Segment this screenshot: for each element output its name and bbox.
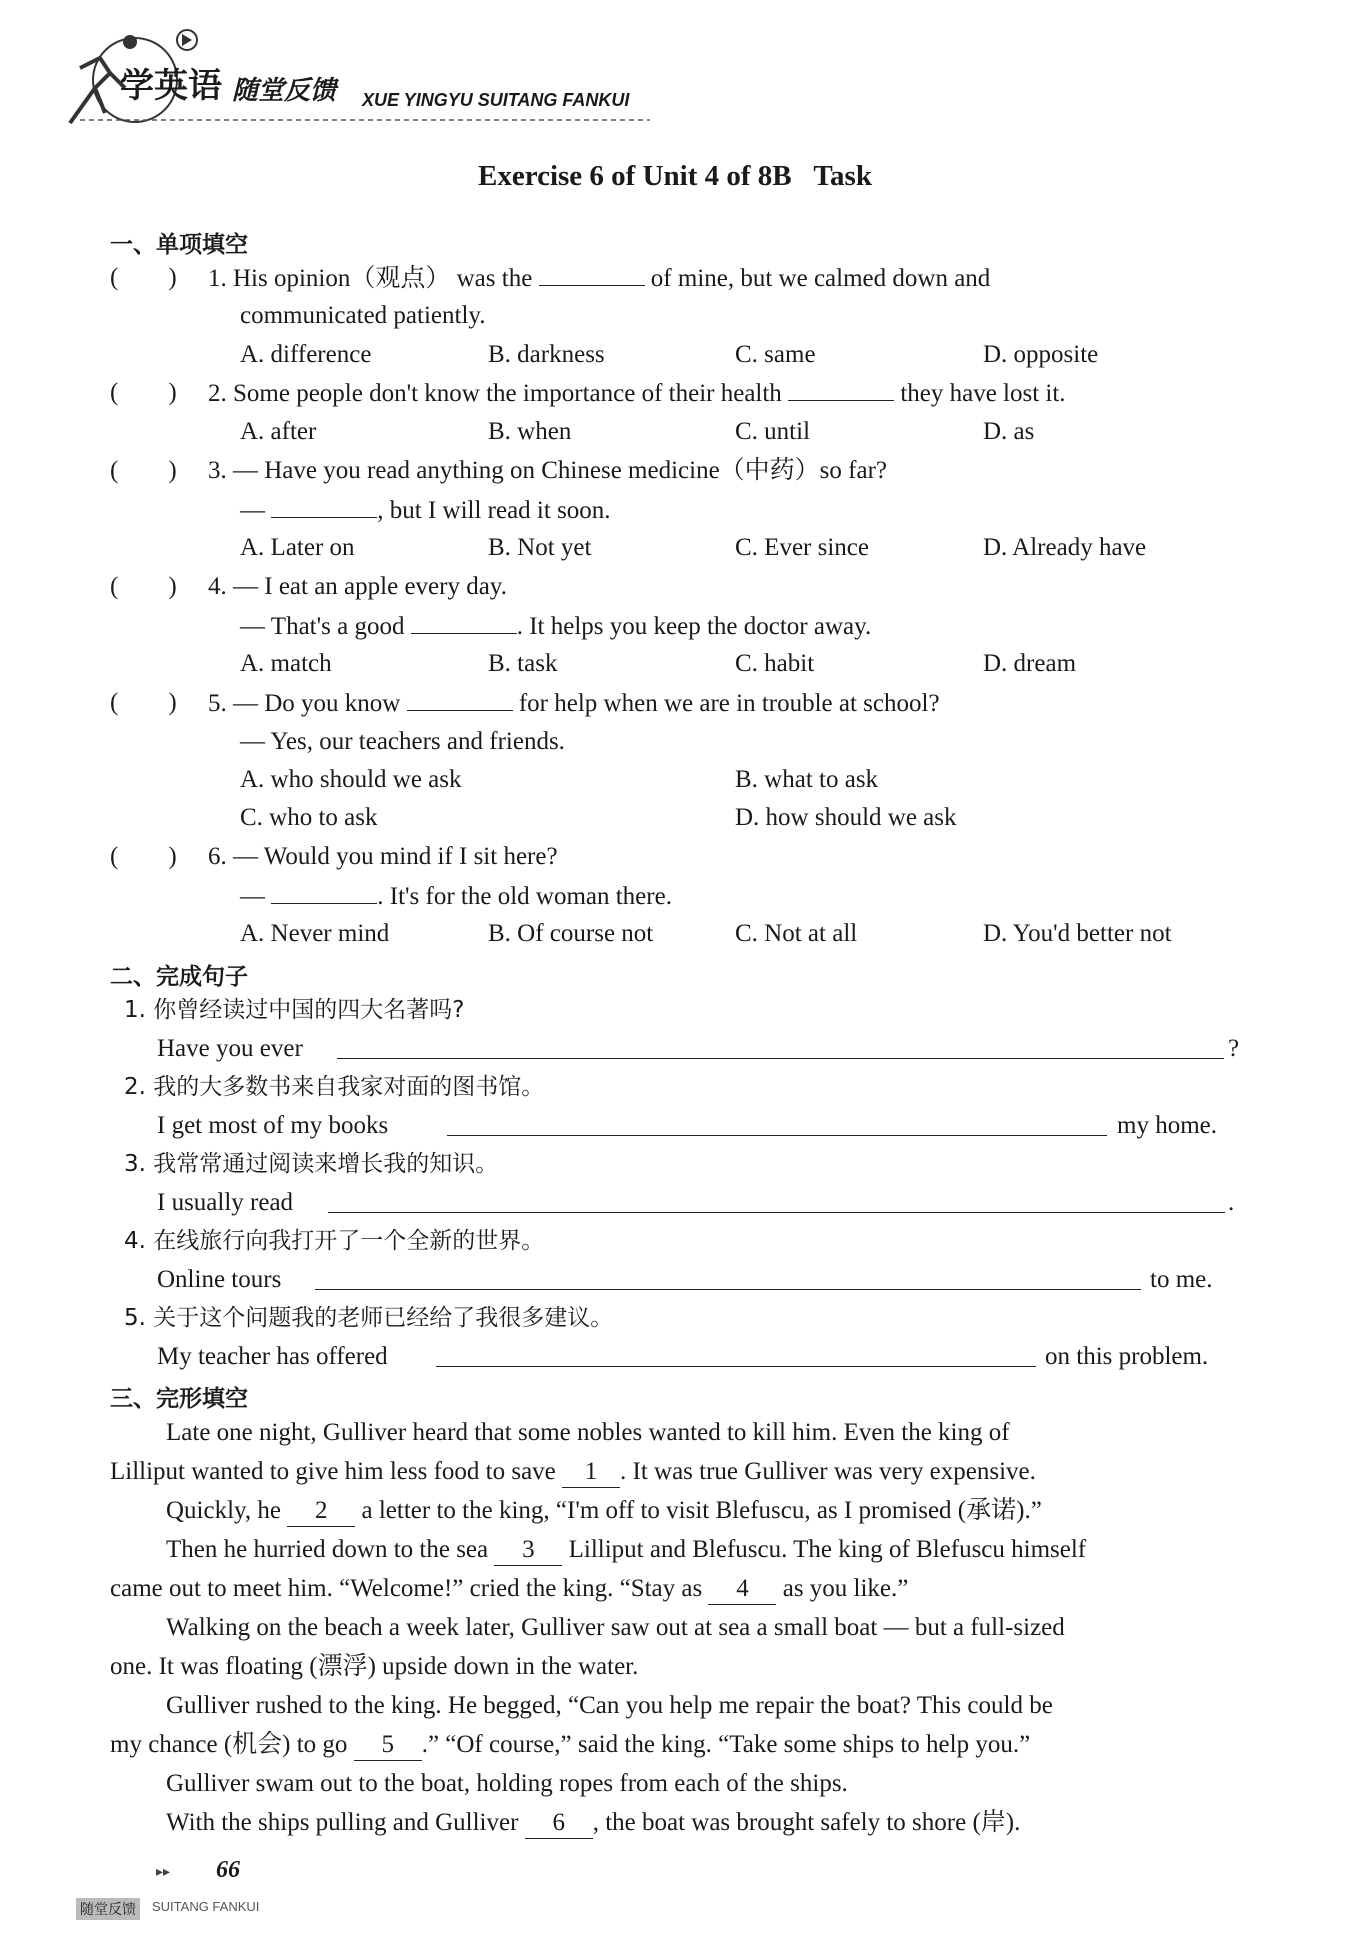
answer-paren[interactable]: ( ) [110,457,177,484]
q-text: . It's for the old woman there. [377,883,672,910]
q5-reply: — Yes, our teachers and friends. [240,728,565,755]
q-text: — That's a good [240,613,405,640]
option-d: D. You'd better not [983,920,1172,947]
answer-line-5[interactable] [436,1366,1036,1367]
answer-line-3[interactable] [328,1212,1225,1213]
item-num: 4. [124,1228,146,1254]
option-c: C. who to ask [240,804,378,831]
s2-item-4-en-a: Online tours [157,1266,282,1293]
q-num: 6. [208,843,227,870]
s2-item-3-cn [124,1149,498,1179]
page-number: 66 [216,1857,240,1883]
option-b: B. task [488,650,558,677]
section2-heading: 二、完成句子 [110,964,248,990]
q-text: of mine, but we calmed down and [650,265,991,292]
answer-blank[interactable] [271,881,377,904]
answer-blank[interactable] [271,495,377,518]
option-a: A. difference [240,341,372,368]
cloze-text: as you like.” [782,1575,909,1602]
answer-line-4[interactable] [315,1289,1141,1290]
cloze-p5b [110,1730,1030,1761]
cloze-blank-6[interactable]: 6 [525,1808,593,1839]
s2-item-1-en-b: ? [1228,1035,1240,1062]
double-arrow-icon: ▸▸ [156,1865,171,1880]
s2-item-2-cn [124,1072,544,1102]
q-text: . It helps you keep the doctor away. [516,613,872,640]
item-num: 5. [124,1305,146,1331]
cloze-text: Lilliput and Blefuscu. The king of Blefuscu himself [568,1536,1087,1563]
option-b: B. when [488,418,572,445]
q-text: — Would you mind if I sit here? [233,843,558,870]
q-text: , but I will read it soon. [377,497,611,524]
option-c: C. same [735,341,816,368]
option-a: A. Never mind [240,920,390,947]
option-a: A. who should we ask [240,766,462,793]
s2-item-4-en-b: to me. [1150,1266,1213,1293]
option-d: D. how should we ask [735,804,957,831]
question-4 [208,572,507,602]
option-b: B. what to ask [735,766,879,793]
option-a: A. match [240,650,332,677]
option-c: C. Ever since [735,534,869,561]
q-text: — Do you know [233,690,401,717]
header-logo [50,28,650,128]
s2-item-2-en-a: I get most of my books [157,1112,389,1139]
dash: — [240,883,265,910]
dash: — [240,497,265,524]
answer-line-2[interactable] [447,1135,1107,1136]
page-title [0,160,1350,193]
cloze-blank-5[interactable]: 5 [354,1730,422,1761]
q-num: 1. [208,265,227,292]
cloze-text: my chance (机会) to go [110,1731,348,1758]
s2-item-5-cn [124,1303,613,1333]
q6-answer-line [240,881,672,912]
question-2 [208,378,1066,409]
q-num: 4. [208,573,227,600]
answer-paren[interactable]: ( ) [110,264,177,291]
cloze-text: a letter to the king, “I'm off to visit Blefuscu, as I promised (承诺).” [361,1497,1042,1524]
item-num: 3. [124,1151,146,1177]
cloze-blank-1[interactable]: 1 [562,1457,620,1488]
option-d: D. opposite [983,341,1099,368]
s2-item-3-en-a: I usually read [157,1189,294,1216]
q-num: 5. [208,690,227,717]
cloze-p2 [166,1496,1042,1527]
s2-item-4-cn [124,1226,544,1256]
answer-paren[interactable]: ( ) [110,689,177,716]
question-3 [208,456,887,486]
section3-heading: 三、完形填空 [110,1386,248,1412]
cloze-text: Then he hurried down to the sea [166,1536,489,1563]
cloze-p3c [110,1574,908,1605]
cloze-p4b: one. It was floating (漂浮) upside down in the water. [110,1653,639,1680]
q-num: 2. [208,380,227,407]
title-text: Exercise 6 of Unit 4 of 8B [478,160,792,192]
cloze-text: Lilliput wanted to give him less food to save [110,1458,556,1485]
option-b: B. darkness [488,341,605,368]
option-b: B. Not yet [488,534,592,561]
q3-answer-line [240,495,611,526]
cloze-p4a: Walking on the beach a week later, Gulliver saw out at sea a small boat — but a full-sized [166,1614,1065,1641]
q-text: for help when we are in trouble at school? [518,690,940,717]
cloze-text: With the ships pulling and Gulliver [166,1809,519,1836]
section1-heading: 一、单项填空 [110,232,248,258]
item-num: 1. [124,997,146,1023]
q-text: — Have you read anything on Chinese medicine（中药）so far? [233,457,887,484]
question-1 [208,263,990,294]
cloze-p1b [110,1457,1036,1488]
s2-item-5-en-a: My teacher has offered [157,1343,388,1370]
cloze-p6: Gulliver swam out to the boat, holding ropes from each of the ships. [166,1770,848,1797]
option-b: B. Of course not [488,920,654,947]
answer-blank[interactable] [539,263,645,286]
cloze-text: Quickly, he [166,1497,282,1524]
cloze-p7 [166,1808,1020,1839]
option-a: A. Later on [240,534,355,561]
question-6 [208,842,558,872]
cloze-text: .” “Of course,” said the king. “Take some ships to help you.” [421,1731,1031,1758]
cloze-text: . It was true Gulliver was very expensive. [620,1458,1036,1485]
answer-blank[interactable] [411,611,517,634]
item-cn: 你曾经读过中国的四大名著吗? [153,997,465,1023]
item-cn: 我常常通过阅读来增长我的知识。 [153,1151,499,1177]
q4-answer-line [240,611,871,642]
item-num: 2. [124,1074,146,1100]
option-d: D. dream [983,650,1077,677]
option-c: C. Not at all [735,920,858,947]
logo-text-cn: 学英语 [120,66,222,106]
logo-text-en: XUE YINGYU SUITANG FANKUI [362,90,630,110]
footer-label-cn: 随堂反馈 [76,1898,140,1920]
s2-item-3-en-b: . [1228,1189,1235,1216]
cloze-blank-3[interactable]: 3 [494,1535,562,1566]
item-cn: 关于这个问题我的老师已经给了我很多建议。 [153,1305,614,1331]
answer-blank[interactable] [407,688,513,711]
option-a: A. after [240,418,317,445]
s2-item-1-en-a: Have you ever [157,1035,303,1062]
logo-text-cn2: 随堂反馈 [232,76,337,106]
cloze-p5a: Gulliver rushed to the king. He begged, “Can you help me repair the boat? This could be [166,1692,1053,1719]
cloze-p1a: Late one night, Gulliver heard that some nobles wanted to kill him. Even the king of [166,1419,1010,1446]
option-c: C. until [735,418,811,445]
q-num: 3. [208,457,227,484]
answer-paren[interactable]: ( ) [110,379,177,406]
s2-item-2-en-b: my home. [1117,1112,1217,1139]
answer-paren[interactable]: ( ) [110,843,177,870]
option-d: D. Already have [983,534,1147,561]
answer-line-1[interactable] [337,1058,1224,1059]
s2-item-1-cn [124,995,464,1025]
answer-blank[interactable] [788,378,894,401]
item-cn: 我的大多数书来自我家对面的图书馆。 [153,1074,545,1100]
cloze-text: , the boat was brought safely to shore (岸). [592,1809,1021,1836]
q-text: — I eat an apple every day. [233,573,507,600]
q-text: Some people don't know the importance of their health [233,380,782,407]
title-suffix: Task [813,160,872,192]
answer-paren[interactable]: ( ) [110,573,177,600]
question-5 [208,688,940,719]
q1-text-cont: communicated patiently. [240,302,486,329]
item-cn: 在线旅行向我打开了一个全新的世界。 [153,1228,545,1254]
option-d: D. as [983,418,1035,445]
s2-item-5-en-b: on this problem. [1045,1343,1209,1370]
q-text: they have lost it. [900,380,1066,407]
cloze-text: came out to meet him. “Welcome!” cried the king. “Stay as [110,1575,703,1602]
cloze-blank-4[interactable]: 4 [708,1574,776,1605]
footer-label-en: SUITANG FANKUI [152,1899,260,1914]
cloze-p3a [166,1535,1086,1566]
option-c: C. habit [735,650,815,677]
q-text: His opinion（观点） was the [233,265,533,292]
cloze-blank-2[interactable]: 2 [287,1496,355,1527]
